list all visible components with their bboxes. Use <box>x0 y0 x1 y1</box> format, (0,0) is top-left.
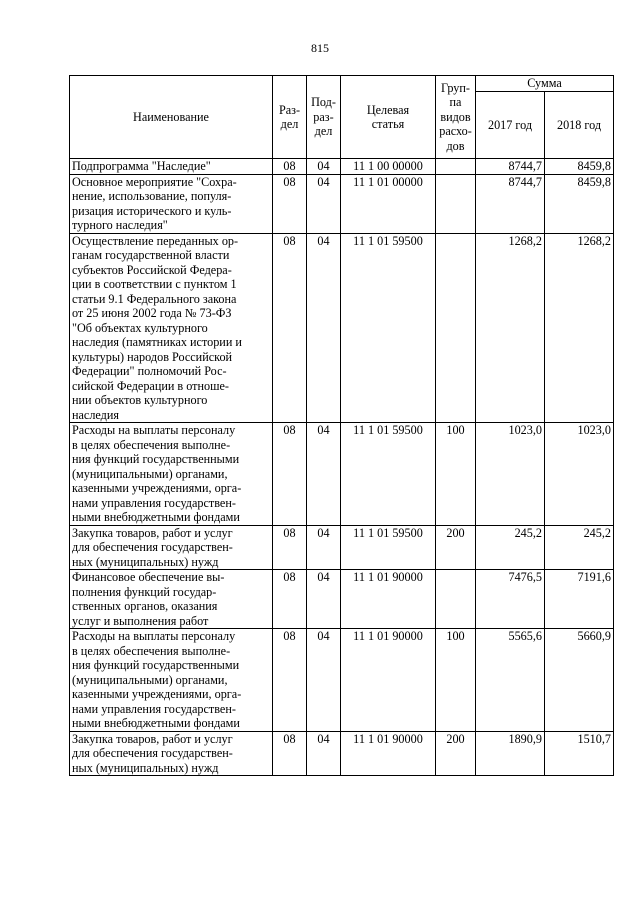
row-razdel: 08 <box>273 570 307 629</box>
table-row <box>70 174 614 233</box>
row-sum-2018: 1023,0 <box>545 423 614 526</box>
table-body <box>70 159 614 776</box>
row-group: 200 <box>436 525 476 570</box>
row-sum-2017: 8744,7 <box>476 174 545 233</box>
row-name: Закупка товаров, работ и услуг для обеспечения государствен- ных (муниципальных) нужд <box>70 525 273 570</box>
row-podrazdel: 04 <box>307 159 341 175</box>
row-target: 11 1 01 90000 <box>341 731 436 776</box>
row-razdel: 08 <box>273 159 307 175</box>
budget-table <box>69 75 614 776</box>
row-name: Осуществление переданных ор- ганам государственной власти субъектов Российской Федера- ции в соответствии с пунктом 1 статьи 9.1 Федерального закона от 25 июня 2002 года № 73-ФЗ "Об объектах культурного наследия (памятниках истории и культуры) народов Российской Федерации" полномочий Рос- сийской Федерации в отноше- нии объектов культурного наследия <box>70 233 273 423</box>
row-name: Финансовое обеспечение вы- полнения функций государ- ственных органов, оказания услуг и выполнения работ <box>70 570 273 629</box>
row-group: 100 <box>436 629 476 732</box>
row-razdel: 08 <box>273 423 307 526</box>
row-sum-2017: 245,2 <box>476 525 545 570</box>
row-sum-2017: 1268,2 <box>476 233 545 423</box>
table-row <box>70 233 614 423</box>
row-name: Расходы на выплаты персоналу в целях обеспечения выполне- ния функций государственными (муниципальными) органами, казенными учреждениями, орга- нами управления государствен- ными внебюджетными фондами <box>70 423 273 526</box>
row-razdel: 08 <box>273 525 307 570</box>
row-target: 11 1 01 90000 <box>341 570 436 629</box>
row-sum-2018: 245,2 <box>545 525 614 570</box>
header-group: Груп- па видов расхо- дов <box>436 76 476 159</box>
table-row <box>70 629 614 732</box>
row-group: 100 <box>436 423 476 526</box>
row-sum-2017: 1023,0 <box>476 423 545 526</box>
row-target: 11 1 01 59500 <box>341 525 436 570</box>
row-razdel: 08 <box>273 731 307 776</box>
row-podrazdel: 04 <box>307 233 341 423</box>
table-row <box>70 423 614 526</box>
row-podrazdel: 04 <box>307 731 341 776</box>
row-sum-2018: 7191,6 <box>545 570 614 629</box>
header-target: Целевая статья <box>341 76 436 159</box>
header-razdel: Раз- дел <box>273 76 307 159</box>
table-row <box>70 731 614 776</box>
row-sum-2017: 8744,7 <box>476 159 545 175</box>
row-podrazdel: 04 <box>307 570 341 629</box>
row-sum-2018: 8459,8 <box>545 174 614 233</box>
row-group <box>436 570 476 629</box>
row-target: 11 1 01 59500 <box>341 233 436 423</box>
row-name: Подпрограмма "Наследие" <box>70 159 273 175</box>
header-year-2018: 2018 год <box>545 92 614 159</box>
header-podrazdel: Под- раз- дел <box>307 76 341 159</box>
page-number: 815 <box>311 41 329 55</box>
row-group: 200 <box>436 731 476 776</box>
row-sum-2018: 1268,2 <box>545 233 614 423</box>
row-razdel: 08 <box>273 233 307 423</box>
row-target: 11 1 00 00000 <box>341 159 436 175</box>
header-name: Наименование <box>70 76 273 159</box>
row-sum-2018: 5660,9 <box>545 629 614 732</box>
row-group <box>436 159 476 175</box>
row-podrazdel: 04 <box>307 174 341 233</box>
header-year-2017: 2017 год <box>476 92 545 159</box>
row-podrazdel: 04 <box>307 525 341 570</box>
row-target: 11 1 01 59500 <box>341 423 436 526</box>
row-group <box>436 233 476 423</box>
row-group <box>436 174 476 233</box>
row-razdel: 08 <box>273 174 307 233</box>
row-sum-2017: 7476,5 <box>476 570 545 629</box>
row-sum-2017: 1890,9 <box>476 731 545 776</box>
row-sum-2018: 8459,8 <box>545 159 614 175</box>
header-sum: Сумма <box>476 76 614 92</box>
row-podrazdel: 04 <box>307 629 341 732</box>
row-name: Основное мероприятие "Сохра- нение, использование, популя- ризация исторического и куль- турного наследия" <box>70 174 273 233</box>
row-razdel: 08 <box>273 629 307 732</box>
row-sum-2017: 5565,6 <box>476 629 545 732</box>
table-row <box>70 570 614 629</box>
table-row <box>70 159 614 175</box>
row-podrazdel: 04 <box>307 423 341 526</box>
row-name: Закупка товаров, работ и услуг для обеспечения государствен- ных (муниципальных) нужд <box>70 731 273 776</box>
table-row <box>70 525 614 570</box>
row-name: Расходы на выплаты персоналу в целях обеспечения выполне- ния функций государственными (муниципальными) органами, казенными учреждениями, орга- нами управления государствен- ными внебюджетными фондами <box>70 629 273 732</box>
row-target: 11 1 01 00000 <box>341 174 436 233</box>
row-target: 11 1 01 90000 <box>341 629 436 732</box>
row-sum-2018: 1510,7 <box>545 731 614 776</box>
